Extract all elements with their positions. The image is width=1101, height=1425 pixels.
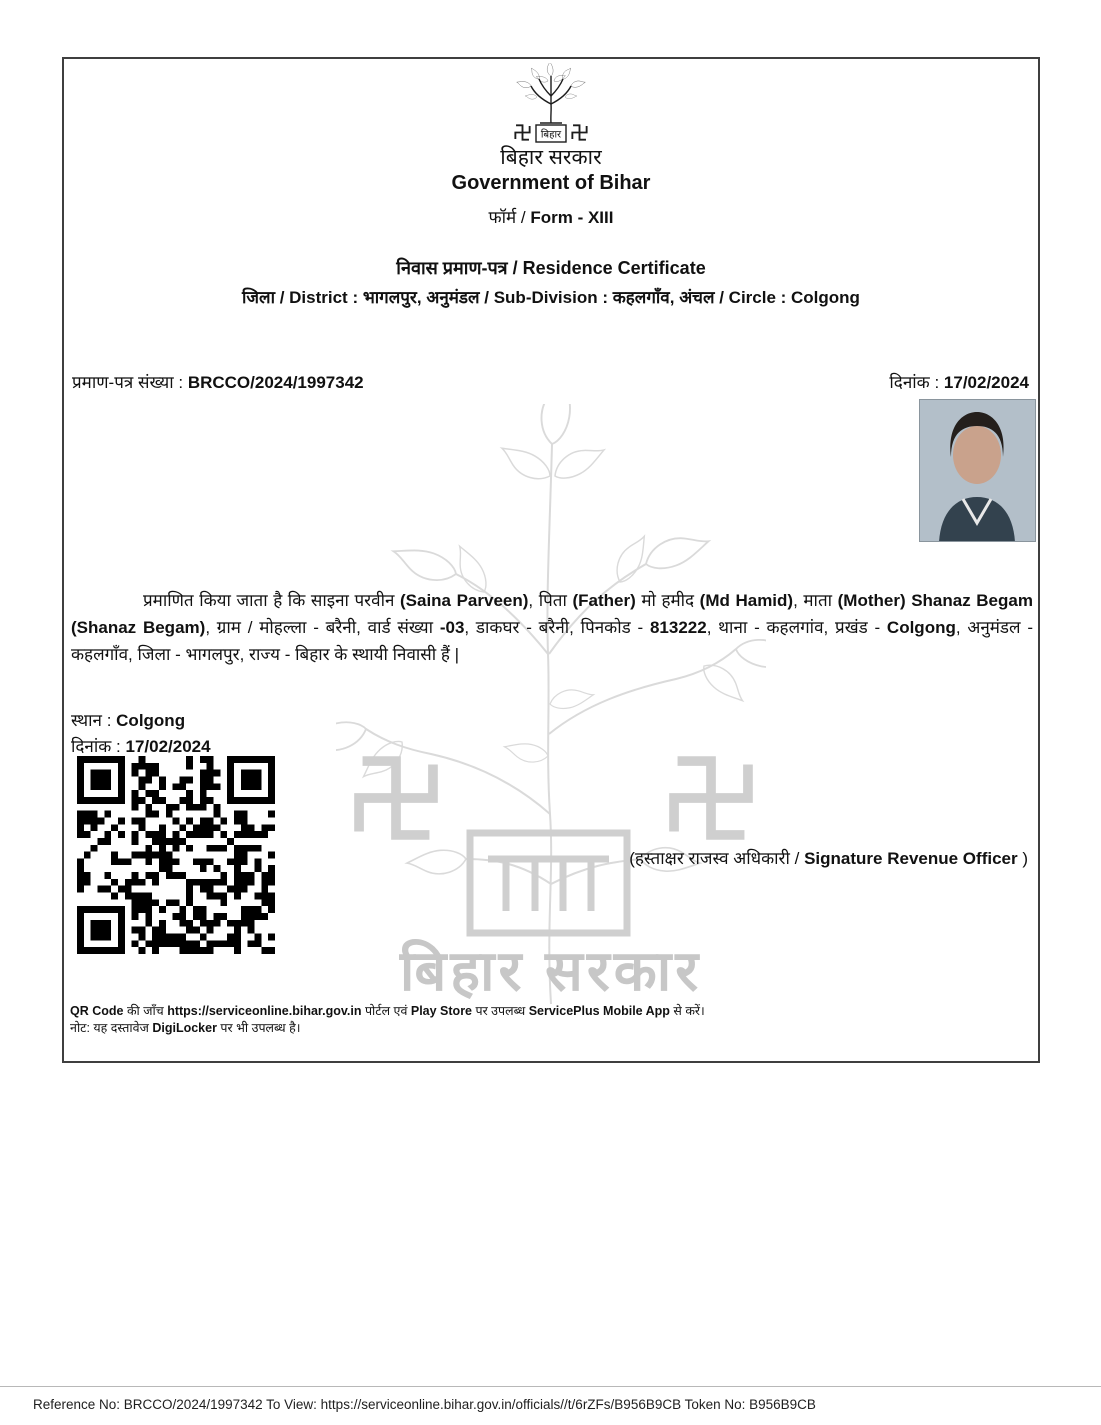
watermark-tree [336, 404, 766, 1009]
page-divider [0, 1386, 1101, 1387]
org-name-hindi: बिहार सरकार [500, 146, 602, 169]
reference-line: Reference No: BRCCO/2024/1997342 To View: https://serviceonline.bihar.gov.in/officials//t/6rZFs/B956B9CB Token No: B956B9CB [33, 1397, 816, 1412]
certificate-body: प्रमाणित किया जाता है कि साइना परवीन (Saina Parveen), पिता (Father) मो हमीद (Md Hamid), माता (Mother) Shanaz Begam (Shanaz Begam), ग्राम / मोहल्ला - बरैनी, वार्ड संख्या -03, डाकघर - बरैनी, पिनकोड - 813222, थाना - कहलगांव, प्रखंड - Colgong, अनुमंडल - कहलगाँव, जिला - भागलपुर, राज्य - बिहार के स्थायी निवासी हैं | [71, 591, 1033, 664]
watermark-emblem-box [466, 829, 631, 942]
emblem-name-label: बिहार [540, 129, 562, 141]
issue-date: दिनांक : 17/02/2024 [889, 373, 1029, 392]
place-line: स्थान : Colgong [71, 711, 186, 730]
certificate-number: प्रमाण-पत्र संख्या : BRCCO/2024/1997342 [72, 373, 364, 392]
emblem-swastika-right [572, 125, 586, 139]
photo-face [953, 426, 1001, 484]
state-emblem [506, 63, 596, 152]
watermark-swastika-right [667, 754, 755, 847]
qr-code [77, 756, 275, 954]
certificate-title: निवास प्रमाण-पत्र / Residence Certificate [396, 258, 706, 278]
district-line: जिला / District : भागलपुर, अनुमंडल / Sub-Division : कहलगाँव, अंचल / Circle : Colgong [242, 288, 860, 307]
date-line: दिनांक : 17/02/2024 [71, 737, 211, 756]
watermark-swastika-left [352, 754, 440, 847]
digilocker-note: नोट: यह दस्तावेज DigiLocker पर भी उपलब्ध है। [70, 1021, 301, 1035]
watermark-text: बिहार सरकार [399, 939, 703, 1002]
signature-line: (हस्ताक्षर राजस्व अधिकारी / Signature Revenue Officer ) [629, 849, 1028, 868]
qr-verification-note: QR Code की जाँच https://serviceonline.bihar.gov.in पोर्टल एवं Play Store पर उपलब्ध ServicePlus Mobile App से करें। [70, 1004, 705, 1018]
emblem-tree [516, 63, 586, 123]
form-number: फॉर्म / Form - XIII [488, 208, 614, 227]
emblem-swastika-left [515, 125, 529, 139]
govt-title: Government of Bihar [451, 172, 651, 194]
applicant-photo [919, 399, 1036, 542]
certificate [62, 57, 1040, 1063]
